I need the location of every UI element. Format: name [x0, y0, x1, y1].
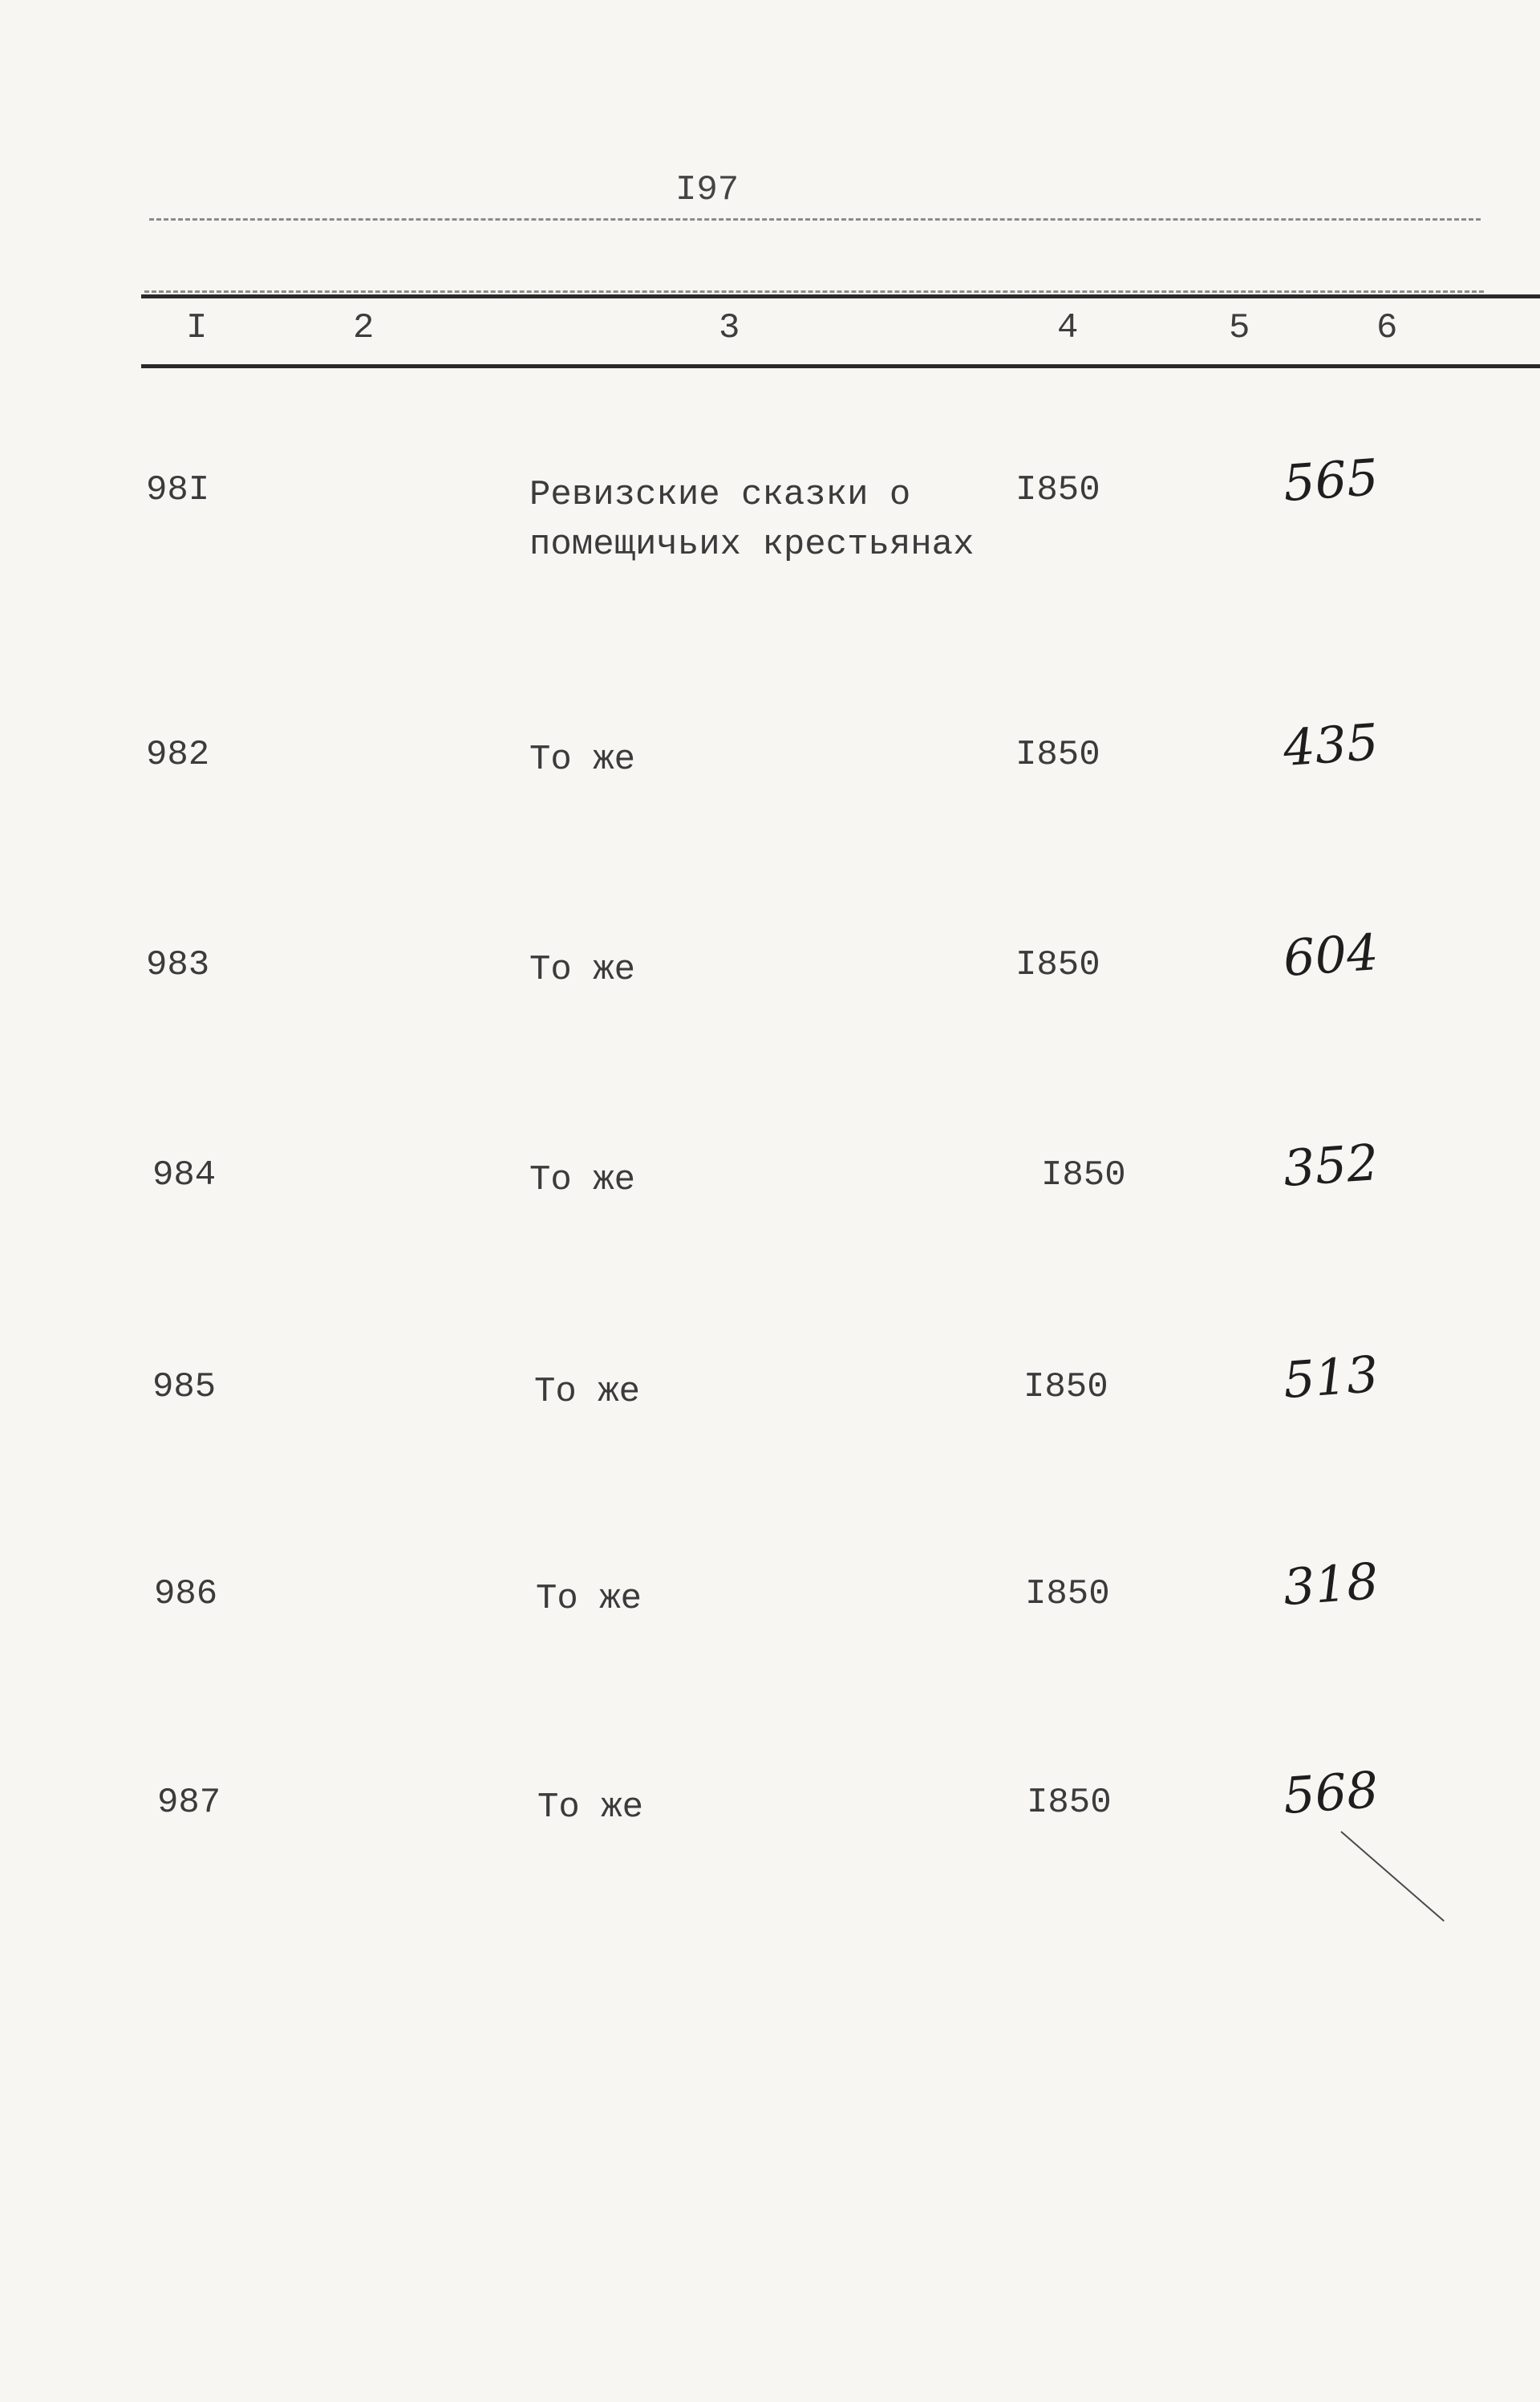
- row-sheet-count: 318: [1281, 1551, 1380, 1617]
- row-year: I850: [1025, 1574, 1110, 1614]
- table-row: [0, 447, 1540, 566]
- row-sheet-count: 513: [1281, 1344, 1380, 1410]
- header-top-rule: [141, 294, 1540, 298]
- row-year: I850: [1015, 945, 1100, 985]
- row-year: I850: [1015, 470, 1100, 510]
- row-year: I850: [1027, 1783, 1112, 1823]
- top-dashed-rule: [149, 218, 1481, 221]
- row-title: То же: [529, 1160, 636, 1200]
- column-header-2: 2: [353, 308, 375, 348]
- row-year: I850: [1015, 735, 1100, 775]
- row-number: 984: [152, 1155, 217, 1195]
- row-title: То же: [529, 950, 636, 990]
- row-sheet-count: 565: [1281, 447, 1380, 513]
- row-number: 983: [146, 945, 210, 985]
- row-number: 985: [152, 1367, 217, 1407]
- column-header-1: I: [186, 308, 208, 348]
- row-number: 982: [146, 735, 210, 775]
- row-number: 987: [157, 1783, 221, 1823]
- row-title: То же: [537, 1787, 644, 1828]
- table-row: [0, 1759, 1540, 1879]
- row-sheet-count: 435: [1281, 712, 1380, 778]
- row-year: I850: [1023, 1367, 1108, 1407]
- column-header-4: 4: [1057, 308, 1079, 348]
- row-sheet-count: 568: [1281, 1759, 1380, 1826]
- table-row: [0, 1344, 1540, 1463]
- table-row: [0, 922, 1540, 1041]
- row-sheet-count: 604: [1281, 922, 1380, 988]
- table-row: [0, 1551, 1540, 1670]
- row-title: То же: [536, 1579, 642, 1619]
- header-bottom-rule: [141, 364, 1540, 368]
- table-row: [0, 1132, 1540, 1252]
- column-header-3: 3: [719, 308, 740, 348]
- column-header-6: 6: [1376, 308, 1398, 348]
- column-header-5: 5: [1229, 308, 1250, 348]
- page-number: I97: [675, 170, 740, 210]
- header-dashed-rule: [144, 290, 1484, 293]
- row-title: То же: [534, 1372, 641, 1412]
- row-title: То же: [529, 740, 636, 780]
- table-row: [0, 712, 1540, 831]
- row-number: 98I: [146, 470, 210, 510]
- row-sheet-count: 352: [1281, 1132, 1380, 1199]
- row-title: Ревизские сказки о помещичьих крестьянах: [529, 475, 975, 565]
- row-number: 986: [154, 1574, 218, 1614]
- row-year: I850: [1041, 1155, 1126, 1195]
